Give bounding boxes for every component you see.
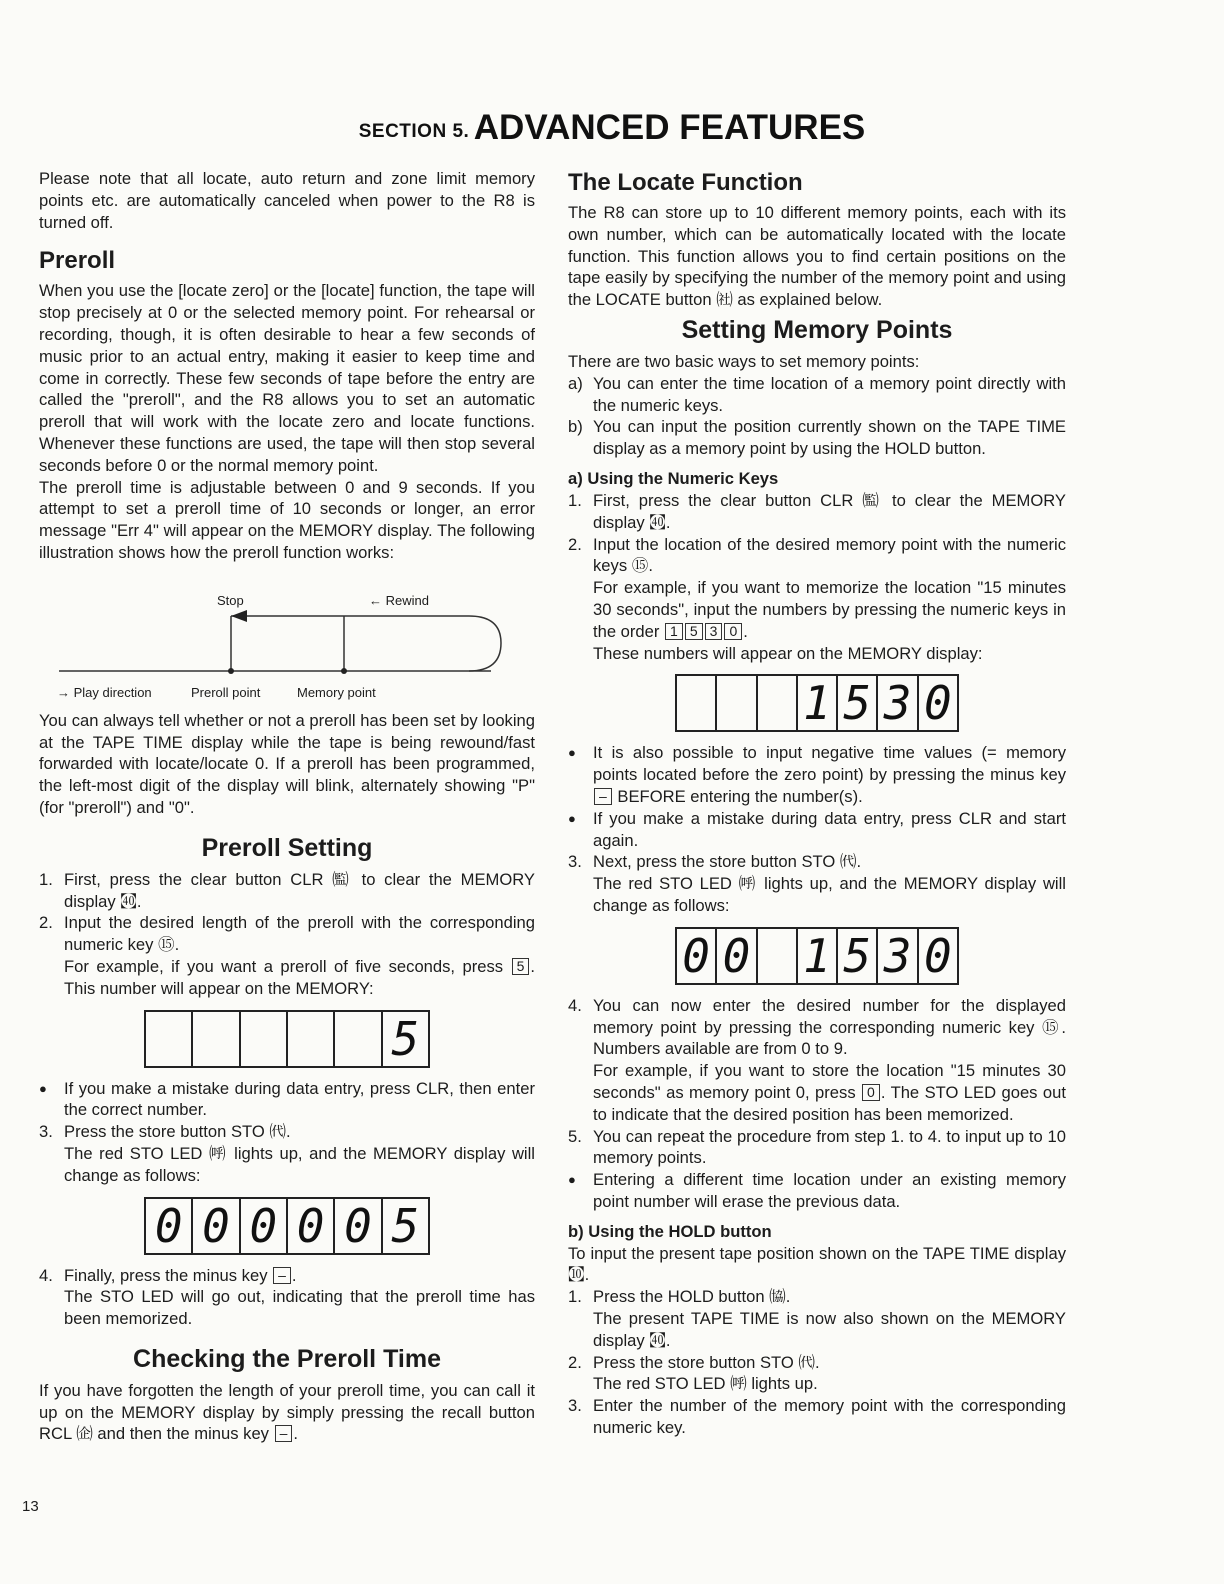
diagram-label-stop: Stop xyxy=(217,592,244,608)
lcd-digit xyxy=(146,1012,191,1066)
numeric-key-3: 3 xyxy=(705,623,723,640)
locate-heading: The Locate Function xyxy=(568,169,803,196)
preroll-heading: Preroll xyxy=(39,247,116,275)
hold-step-1-detail: The present TAPE TIME is now also shown on the MEMORY display ㉋. xyxy=(593,1309,1066,1350)
checking-paragraph: If you have forgotten the length of your preroll time, you can call it up on the MEMORY display by simply pressing the recall button RCL ㈽ and then the minus key – . xyxy=(39,1380,535,1444)
right-column xyxy=(568,168,1066,1439)
lcd-digit: 0 xyxy=(682,928,710,983)
setting-method-a: a) You can enter the time location of a memory point directly with the numeric keys. xyxy=(568,373,1066,415)
numeric-bullet-mistake: ● If you make a mistake during data entry, press CLR and start again. xyxy=(568,808,1066,850)
numeric-step-3: 3. Next, press the store button STO ㈹. xyxy=(568,852,862,872)
hold-step-3: 3. Enter the number of the memory point with the corresponding numeric key. xyxy=(568,1396,1066,1438)
preroll-step-4: 4. Finally, press the minus key – . xyxy=(39,1265,297,1285)
preroll-diagram xyxy=(51,576,521,702)
lcd-digit: 0 xyxy=(286,1199,333,1253)
section-title: ADVANCED FEATURES xyxy=(473,108,866,147)
preroll-paragraph-3: You can always tell whether or not a preroll has been set by looking at the TAPE TIME display while the tape is being rewound/fast forwarded with locate/locate 0. If a preroll has been programmed, the left-most digit of the display will blink, alternately showing "P" (for "preroll") and "0". xyxy=(39,710,535,817)
numeric-step-1: 1. First, press the clear button CLR ㈼ to clear the MEMORY display ㉋. xyxy=(568,490,1066,532)
preroll-step-2: 2. Input the desired length of the preroll with the corresponding numeric key ⑮. xyxy=(39,913,535,955)
numeric-appear-text: These numbers will appear on the MEMORY display: xyxy=(593,643,983,663)
numeric-step-5: 5. You can repeat the procedure from step 1. to 4. to input up to 10 memory points. xyxy=(568,1126,1066,1168)
setting-method-b: b) You can input the position currently shown on the TAPE TIME display as a memory point by using the HOLD button. xyxy=(568,417,1066,459)
numeric-step-3-detail: The red STO LED ㈺ lights up, and the MEMORY display will change as follows: xyxy=(593,874,1066,915)
minus-key: – xyxy=(273,1267,291,1284)
numeric-key-0: 0 xyxy=(862,1084,880,1101)
lcd-digit xyxy=(239,1012,286,1066)
lcd-digit xyxy=(333,1012,380,1066)
lcd-digit: 0 xyxy=(239,1199,286,1253)
preroll-step-3-detail: The red STO LED ㈺ lights up, and the MEMORY display will change as follows: xyxy=(64,1143,535,1185)
numeric-key-1: 1 xyxy=(665,623,683,640)
lcd-digit xyxy=(756,929,796,983)
lcd-digit: 0 xyxy=(191,1199,238,1253)
checking-heading: Checking the Preroll Time xyxy=(133,1344,441,1373)
preroll-paragraph-2: The preroll time is adjustable between 0 and 9 seconds. If you attempt to set a preroll time of 10 seconds or longer, an error message "Err 4" will appear on the MEMORY display. The following illustration shows how the preroll function works: xyxy=(39,477,535,562)
memory-display-1 xyxy=(144,1010,430,1068)
hold-intro: To input the present tape position shown on the TAPE TIME display ㉈. xyxy=(568,1243,1066,1285)
numeric-step-4: 4. You can now enter the desired number for the displayed memory point by pressing the corresponding numeric key ⑮. Numbers available are from 0 to 9. xyxy=(568,995,1066,1059)
section-label: SECTION 5. xyxy=(358,121,470,142)
lcd-digit xyxy=(756,676,796,730)
lcd-digit: 1 xyxy=(796,929,836,983)
intro-paragraph: Please note that all locate, auto return and zone limit memory points etc. are automatically canceled when power to the R8 is turned off. xyxy=(39,169,535,232)
preroll-step-1: 1. First, press the clear button CLR ㈼ to clear the MEMORY display ㉋. xyxy=(39,869,535,911)
lcd-digit xyxy=(191,1012,238,1066)
preroll-step-3: 3. Press the store button STO ㈹. xyxy=(39,1122,291,1142)
setting-intro: There are two basic ways to set memory points: xyxy=(568,351,920,371)
preroll-setting-heading: Preroll Setting xyxy=(201,833,373,862)
numeric-key-0: 0 xyxy=(724,623,742,640)
hold-heading: b) Using the HOLD button xyxy=(568,1221,772,1241)
diagram-label-preroll-point: Preroll point xyxy=(191,684,261,700)
setting-memory-heading: Setting Memory Points xyxy=(681,315,953,344)
lcd-digit: 5 xyxy=(836,676,876,730)
minus-key: – xyxy=(275,1425,293,1442)
lcd-digit: 0 xyxy=(715,929,755,983)
numeric-key-5: 5 xyxy=(685,623,703,640)
preroll-paragraph-1: When you use the [locate zero] or the [locate] function, the tape will stop precisely at 0 or the selected memory point. For rehearsal or recording, though, it is often desirable to hear a few seconds of music prior to an actual entry, making it easier to keep time and come in correctly. These few seconds of tape before the entry are called the "preroll", and the R8 allows you to set an automatic preroll that will work with the locate zero and locate functions. Whenever these functions are used, the tape will then stop several seconds before 0 or the normal memory point. xyxy=(39,281,535,475)
lcd-digit: 5 xyxy=(836,929,876,983)
memory-display-2 xyxy=(144,1197,430,1255)
lcd-digit: 5 xyxy=(381,1012,428,1066)
locate-paragraph: The R8 can store up to 10 different memory points, each with its own number, which can be automatically located with the locate function. This function allows you to find certain positions on the tape easily by specifying the number of the memory point and using the LOCATE button ㈳ as explained below. xyxy=(568,203,1066,310)
preroll-step-2-example: For example, if you want a preroll of five seconds, press 5 . This number will appear on the MEMORY: xyxy=(64,956,535,998)
minus-key: – xyxy=(594,788,612,805)
memory-display-3 xyxy=(675,674,959,732)
preroll-bullet-mistake: ● If you make a mistake during data entry, press CLR, then enter the correct number. xyxy=(39,1078,535,1120)
numeric-bullet-erase: ● Entering a different time location under an existing memory point number will erase the previous data. xyxy=(568,1170,1066,1211)
lcd-digit: 0 xyxy=(154,1198,183,1253)
diagram-label-memory-point: Memory point xyxy=(297,684,376,700)
lcd-digit: 1 xyxy=(796,676,836,730)
diagram-label-rewind: ← Rewind xyxy=(369,592,429,608)
page-title xyxy=(0,108,1224,148)
numeric-step-2: 2. Input the location of the desired memory point with the numeric keys ⑮. xyxy=(568,534,1066,576)
numeric-bullet-negative: ● It is also possible to input negative time values (= memory points located before the zero point) by pressing the minus key – BEFORE entering the number(s). xyxy=(568,743,1066,806)
numeric-key-5: 5 xyxy=(512,958,530,975)
lcd-digit: 3 xyxy=(876,676,916,730)
page-number: 13 xyxy=(22,1498,39,1515)
lcd-digit: 3 xyxy=(876,929,916,983)
lcd-digit xyxy=(286,1012,333,1066)
lcd-digit: 5 xyxy=(381,1199,428,1253)
lcd-digit: 0 xyxy=(917,676,957,730)
numeric-keys-heading: a) Using the Numeric Keys xyxy=(568,468,779,488)
lcd-digit xyxy=(677,676,715,730)
left-column xyxy=(39,168,535,1445)
lcd-digit: 0 xyxy=(333,1199,380,1253)
hold-step-2: 2. Press the store button STO ㈹. xyxy=(568,1352,820,1372)
numeric-step-2-example: For example, if you want to memorize the location "15 minutes 30 seconds", input the numbers by pressing the numeric keys in the order 1 5 3 0 . xyxy=(593,578,1066,641)
hold-step-2-detail: The red STO LED ㈺ lights up. xyxy=(593,1374,818,1394)
lcd-digit xyxy=(715,676,755,730)
lcd-digit: 0 xyxy=(917,929,957,983)
memory-display-4 xyxy=(675,927,959,985)
numeric-step-4-example: For example, if you want to store the location "15 minutes 30 seconds" as memory point 0, press 0 . The STO LED goes out to indicate that the desired position has been memorized. xyxy=(593,1061,1066,1124)
preroll-step-4-detail: The STO LED will go out, indicating that the preroll time has been memorized. xyxy=(64,1287,535,1329)
hold-step-1: 1. Press the HOLD button ㈿. xyxy=(568,1287,791,1307)
diagram-label-play-direction: → Play direction xyxy=(57,684,152,700)
